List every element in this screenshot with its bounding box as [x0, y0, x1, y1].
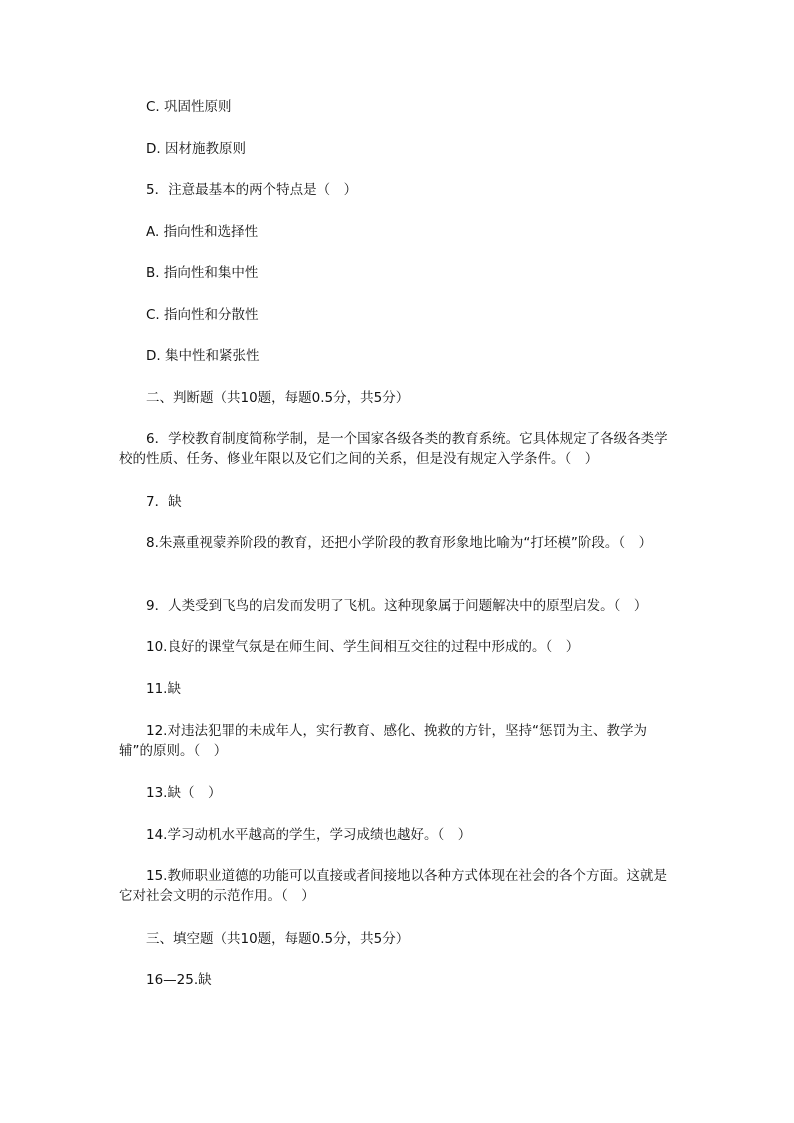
question-6: 6．学校教育制度简称学制，是一个国家各级各类的教育系统。它具体规定了各级各类学校的性质、任务、修业年限以及它们之间的关系，但是没有规定入学条件。（ ） — [119, 431, 668, 467]
question-5-option-d: D. 集中性和紧张性 — [146, 348, 260, 364]
question-5-option-a: A. 指向性和选择性 — [146, 224, 259, 240]
question-8: 8.朱熹重视蒙养阶段的教育，还把小学阶段的教育形象地比喻为“打坯模”阶段。（ ） — [146, 535, 653, 551]
question-5: 5．注意最基本的两个特点是（ ） — [146, 182, 358, 198]
question-11: 11.缺 — [146, 681, 181, 697]
questions-16-25: 16—25.缺 — [146, 972, 212, 988]
question-9: 9．人类受到飞鸟的启发而发明了飞机。这种现象属于问题解决中的原型启发。（ ） — [146, 598, 648, 614]
question-14: 14.学习动机水平越高的学生，学习成绩也越好。（ ） — [146, 827, 472, 843]
question-13: 13.缺（ ） — [146, 785, 222, 801]
option-c-consolidation-principle: C. 巩固性原则 — [146, 99, 232, 115]
question-12: 12.对违法犯罪的未成年人，实行教育、感化、挽救的方针，坚持“惩罚为主、教学为辅”的原则。（ ） — [119, 723, 647, 759]
question-7: 7．缺 — [146, 494, 182, 510]
question-10: 10.良好的课堂气氛是在师生间、学生间相互交往的过程中形成的。（ ） — [146, 639, 580, 655]
question-15: 15.教师职业道德的功能可以直接或者间接地以各种方式体现在社会的各个方面。这就是它对社会文明的示范作用。（ ） — [119, 868, 667, 904]
question-5-option-b: B. 指向性和集中性 — [146, 265, 259, 281]
section-heading-fill-in-blank: 三、填空题（共10题，每题0.5分，共5分） — [146, 931, 410, 947]
section-heading-true-false: 二、判断题（共10题，每题0.5分，共5分） — [146, 390, 410, 406]
question-5-option-c: C. 指向性和分散性 — [146, 307, 259, 323]
option-d-individualized-teaching: D. 因材施教原则 — [146, 141, 246, 157]
